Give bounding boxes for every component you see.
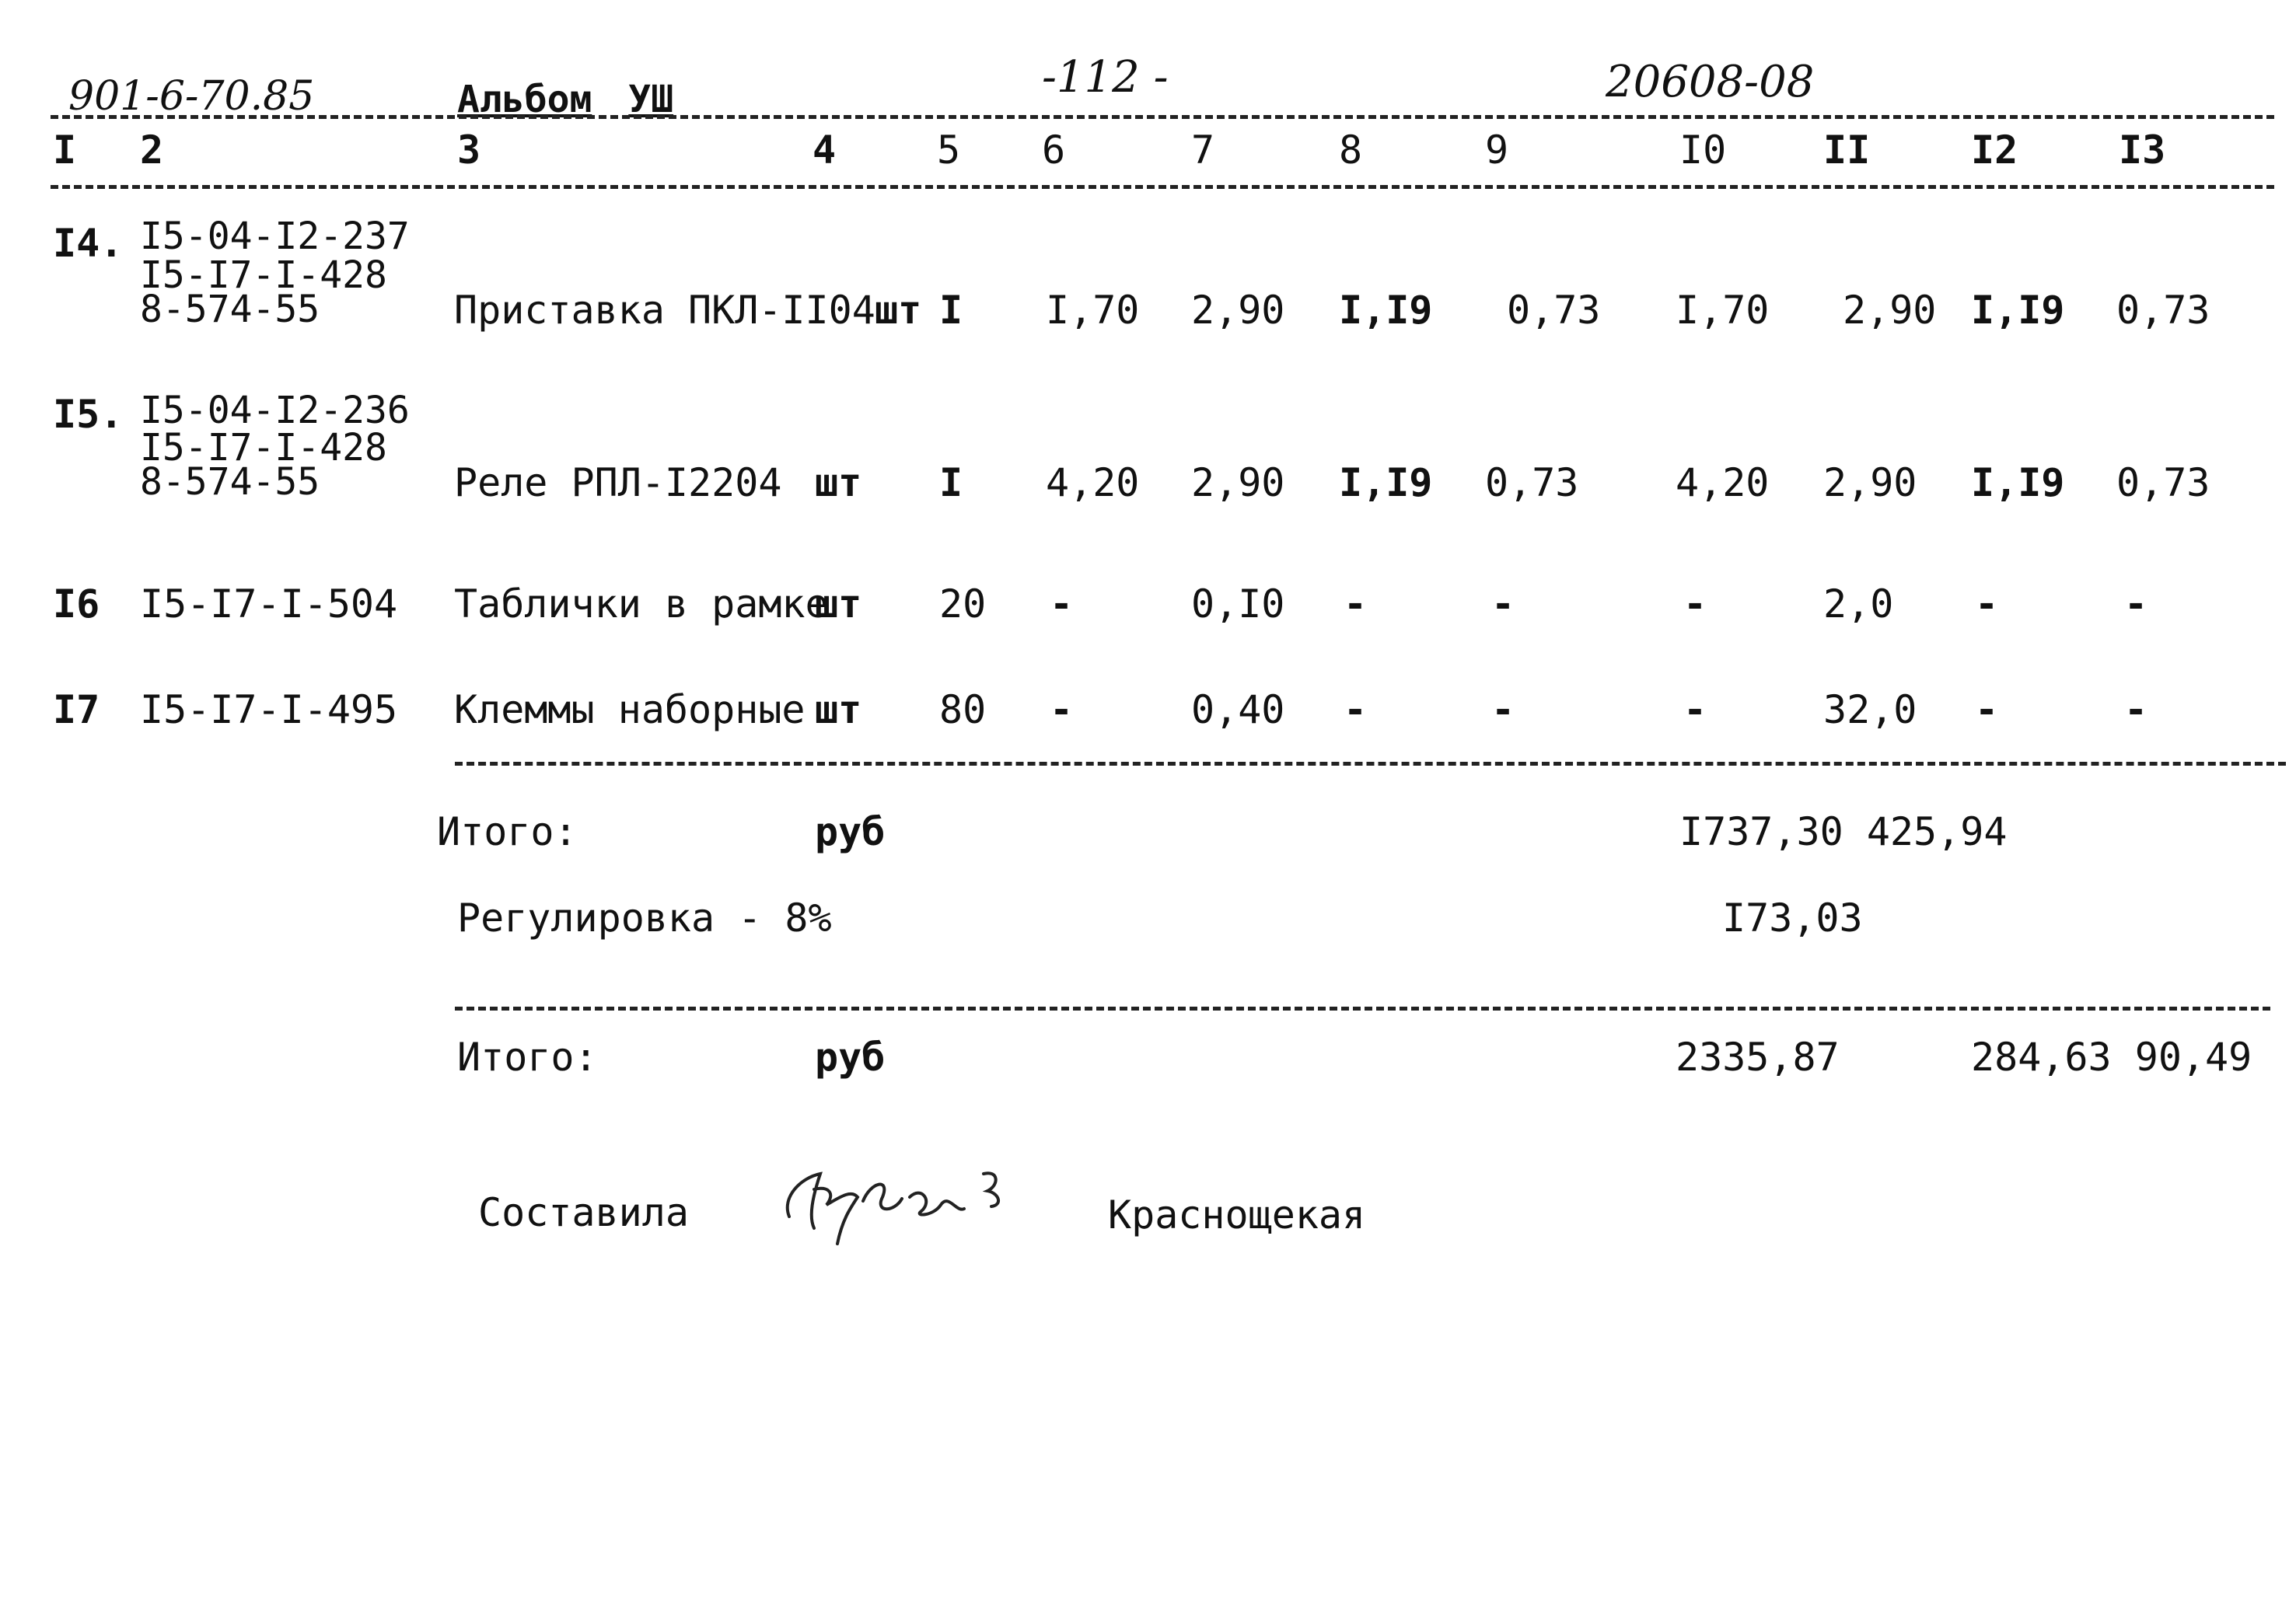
totals-top-rule <box>455 762 2286 766</box>
row-code: I5-04-I2-237 <box>140 215 410 258</box>
row-unit: шт <box>815 687 862 732</box>
row-code: I5-I7-I-428 <box>140 426 387 470</box>
row-code: 8-574-55 <box>140 460 320 504</box>
handwritten-signature <box>766 1143 1030 1252</box>
totals-bottom-rule <box>455 1007 2270 1011</box>
row-c9: 0,73 <box>1485 460 1579 505</box>
col-num-3: 3 <box>457 127 481 173</box>
row-qty: 20 <box>939 581 987 627</box>
row-c13: 0,73 <box>2116 460 2210 505</box>
row-c13: 0,73 <box>2116 288 2210 333</box>
row-c13: - <box>2124 687 2148 732</box>
row-c12: I,I9 <box>1971 288 2065 333</box>
page-number: -112 - <box>1042 52 1169 103</box>
row-c8: - <box>1344 581 1368 627</box>
subtotal-label: Итого: <box>437 809 578 854</box>
row-qty: I <box>939 288 963 333</box>
row-qty: 80 <box>939 687 987 732</box>
row-number: I6 <box>53 581 100 627</box>
row-c6: - <box>1050 687 1074 732</box>
row-name: Клеммы наборные <box>454 687 806 732</box>
row-c11: 32,0 <box>1823 687 1917 732</box>
row-c10: I,70 <box>1676 288 1770 333</box>
row-c8: I,I9 <box>1339 288 1433 333</box>
row-number: I4. <box>53 221 124 266</box>
row-code: I5-I7-I-495 <box>140 687 398 732</box>
row-code: I5-I7-I-504 <box>140 581 398 627</box>
compiled-label: Составила <box>478 1190 689 1235</box>
total-label: Итого: <box>457 1035 598 1080</box>
header-top-rule <box>51 115 2274 119</box>
row-c13: - <box>2124 581 2148 627</box>
row-c8: - <box>1344 687 1368 732</box>
album-number: УШ <box>628 78 674 121</box>
col-num-10: I0 <box>1679 127 1727 173</box>
row-number: I7 <box>53 687 100 732</box>
col-num-8: 8 <box>1339 127 1363 173</box>
col-num-9: 9 <box>1485 127 1509 173</box>
col-num-1: I <box>53 127 77 173</box>
row-name: Приставка ПКЛ-II04 <box>454 288 875 333</box>
row-c11: 2,90 <box>1823 460 1917 505</box>
row-c10: - <box>1683 687 1707 732</box>
row-c11: 2,0 <box>1823 581 1894 627</box>
row-code: I5-04-I2-236 <box>140 389 410 432</box>
row-unit: шт <box>815 460 862 505</box>
row-code: 8-574-55 <box>140 288 320 331</box>
album-label <box>457 78 674 121</box>
adjustment-value: I73,03 <box>1722 896 1863 941</box>
row-c11: 2,90 <box>1843 288 1937 333</box>
row-number: I5. <box>53 392 124 437</box>
col-num-5: 5 <box>937 127 961 173</box>
row-c9: 0,73 <box>1507 288 1601 333</box>
col-num-12: I2 <box>1971 127 2018 173</box>
col-num-6: 6 <box>1042 127 1066 173</box>
row-code: I5-I7-I-428 <box>140 253 387 297</box>
col-num-4: 4 <box>813 127 837 173</box>
row-c7: 0,40 <box>1191 687 1285 732</box>
header-bottom-rule <box>51 185 2274 189</box>
row-c7: 2,90 <box>1191 460 1285 505</box>
row-qty: I <box>939 460 963 505</box>
col-num-2: 2 <box>140 127 164 173</box>
row-unit: шт <box>815 581 862 627</box>
col-num-13: I3 <box>2119 127 2166 173</box>
document-code: 20608-08 <box>1606 57 1815 107</box>
row-name: Таблички в рамке <box>454 581 829 627</box>
row-c6: I,70 <box>1046 288 1140 333</box>
row-c9: - <box>1491 687 1515 732</box>
row-c7: 2,90 <box>1191 288 1285 333</box>
album-label-text: Альбом <box>457 78 592 121</box>
row-name: Реле РПЛ-I2204 <box>454 460 782 505</box>
row-c12: I,I9 <box>1971 460 2065 505</box>
total-value-1: 2335,87 <box>1676 1035 1840 1080</box>
row-c12: - <box>1975 687 1999 732</box>
row-c10: - <box>1683 581 1707 627</box>
total-value-2: 284,63 90,49 <box>1971 1035 2252 1080</box>
subtotal-values: I737,30 425,94 <box>1679 809 2008 854</box>
project-code: 901-6-70.85 <box>68 73 315 120</box>
row-c7: 0,I0 <box>1191 581 1285 627</box>
row-c6: 4,20 <box>1046 460 1140 505</box>
row-c10: 4,20 <box>1676 460 1770 505</box>
row-c9: - <box>1491 581 1515 627</box>
row-unit: шт <box>875 288 922 333</box>
total-unit: руб <box>815 1035 886 1080</box>
row-c8: I,I9 <box>1339 460 1433 505</box>
row-c6: - <box>1050 581 1074 627</box>
compiler-name: Краснощекая <box>1108 1192 1366 1238</box>
col-num-7: 7 <box>1191 127 1215 173</box>
subtotal-unit: руб <box>815 809 886 854</box>
col-num-11: II <box>1823 127 1871 173</box>
adjustment-label: Регулировка - 8% <box>457 896 832 941</box>
row-c12: - <box>1975 581 1999 627</box>
